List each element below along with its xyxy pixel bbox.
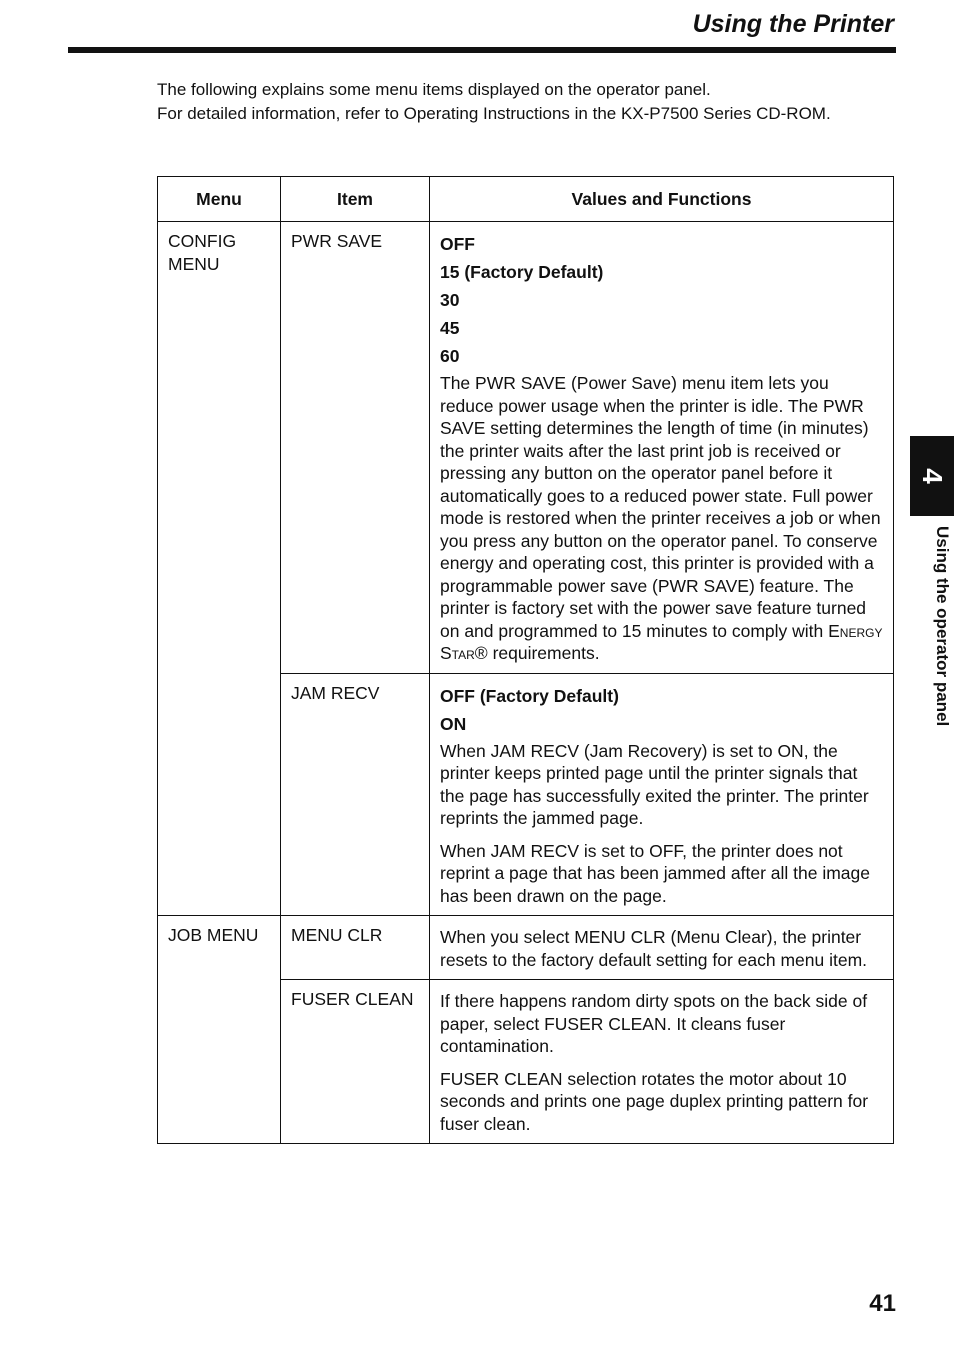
- item-name-pwr-save: PWR SAVE: [291, 231, 383, 251]
- values-cell-menu-clr: [430, 916, 894, 980]
- description-pwr-save-end: requirements.: [492, 643, 600, 663]
- chapter-side-label: Using the operator panel: [933, 526, 952, 727]
- value-option: 15 (Factory Default): [440, 262, 604, 282]
- menu-cell-job-cont: [158, 980, 281, 1144]
- value-option: 30: [440, 290, 460, 310]
- item-cell-fuser-clean: [281, 980, 430, 1144]
- description-fuser-clean-2: FUSER CLEAN selection rotates the motor about 10 seconds and prints one page duplex printing pattern for fuser clean.: [440, 1068, 869, 1134]
- item-cell-jam-recv: [281, 673, 430, 916]
- description-jam-recv-off: When JAM RECV is set to OFF, the printer does not reprint a page that has been jammed after all the image has been drawn on the page.: [440, 840, 870, 906]
- item-name-jam-recv: JAM RECV: [291, 682, 380, 703]
- page-number: 41: [869, 1290, 896, 1317]
- chapter-tab: [910, 436, 954, 516]
- table-header-row: [158, 177, 894, 222]
- table-row-pwr-save: [158, 222, 894, 674]
- description-pwr-save: [440, 372, 883, 665]
- energy-star-mark: Energy Star®: [440, 620, 883, 663]
- menu-cell-job: [158, 916, 281, 980]
- description-menu-clr: When you select MENU CLR (Menu Clear), the printer resets to the factory default setting for each menu item.: [440, 927, 868, 970]
- item-name-fuser-clean: FUSER CLEAN: [291, 989, 414, 1009]
- header-rule: [68, 47, 896, 53]
- item-name-menu-clr: MENU CLR: [291, 925, 383, 945]
- value-option: 45: [440, 318, 460, 338]
- values-cell-jam-recv: [430, 673, 894, 916]
- chapter-number: 4: [916, 468, 948, 484]
- menu-name-job: JOB MENU: [168, 925, 259, 945]
- menu-items-table: [157, 176, 894, 1144]
- values-cell-pwr-save: [430, 222, 894, 674]
- menu-cell-config: [158, 222, 281, 674]
- header-values: Values and Functions: [430, 177, 894, 222]
- description-pwr-save-main: The PWR SAVE (Power Save) menu item lets you reduce power usage when the printer is idle. The PWR SAVE setting determines the length of time (in minutes) the printer waits after the last print job is received or pressing any button on the operator panel before it automatically goes to a reduced power state. Full power mode is restored when the printer receives a job or when you press any button on the operator panel. To conserve energy and operating cost, this printer is provided with a programmable power save (PWR SAVE) feature. The printer is factory set with the power save feature turned on and programmed to 15 minutes to comply with: [440, 373, 881, 641]
- intro-line-1: The following explains some menu items displayed on the operator panel.: [157, 80, 711, 99]
- value-option: OFF (Factory Default): [440, 685, 619, 706]
- table-row-menu-clr: [158, 916, 894, 980]
- description-fuser-clean-1: If there happens random dirty spots on the back side of paper, select FUSER CLEAN. It cleans fuser contamination.: [440, 991, 868, 1056]
- intro-line-2: For detailed information, refer to Operating Instructions in the KX-P7500 Series CD-ROM.: [157, 104, 831, 123]
- value-option: OFF: [440, 234, 475, 254]
- value-option: ON: [440, 713, 467, 734]
- page-header-title: Using the Printer: [692, 10, 894, 38]
- header-item: Item: [281, 177, 430, 222]
- values-cell-fuser-clean: [430, 980, 894, 1144]
- intro-text: [157, 78, 877, 126]
- item-cell-pwr-save: [281, 222, 430, 674]
- table-row-jam-recv: [158, 673, 894, 916]
- header-menu: Menu: [158, 177, 281, 222]
- item-cell-menu-clr: [281, 916, 430, 980]
- table-row-fuser-clean: [158, 980, 894, 1144]
- menu-cell-config-cont: [158, 673, 281, 916]
- description-jam-recv-on: When JAM RECV (Jam Recovery) is set to ON, the printer keeps printed page until the printer signals that the page has successfully exited the printer. The printer reprints the jammed page.: [440, 740, 869, 828]
- menu-name-config: CONFIG MENU: [168, 231, 237, 274]
- value-option: 60: [440, 346, 460, 366]
